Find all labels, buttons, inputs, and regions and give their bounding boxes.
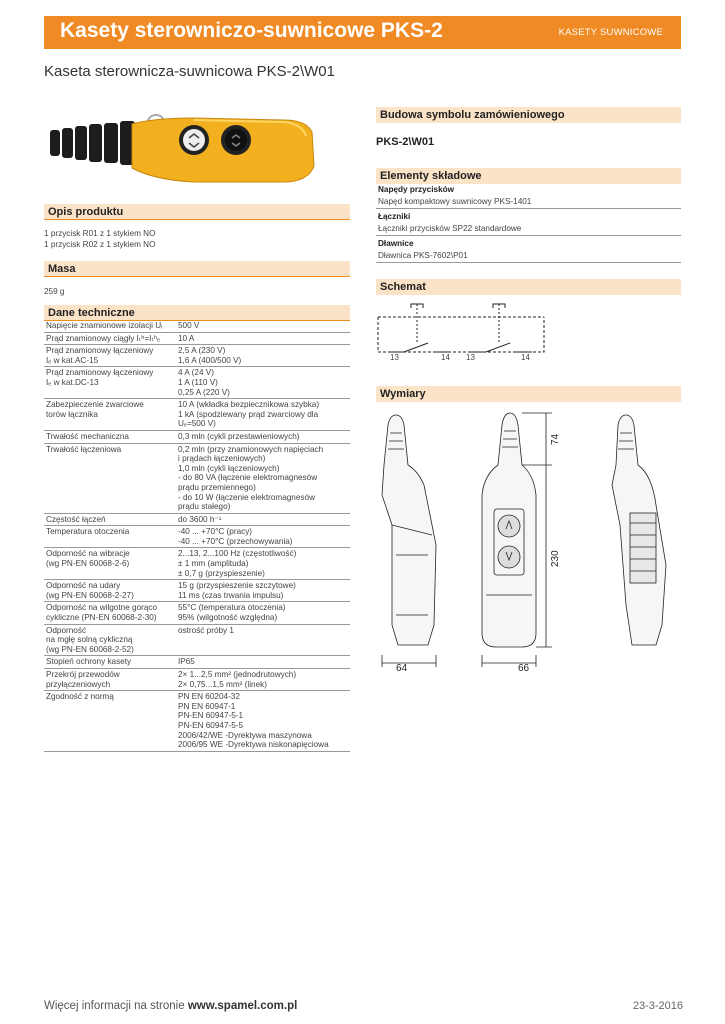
opis-line: 1 przycisk R01 z 1 stykiem NO [44, 229, 156, 238]
tech-row [44, 656, 350, 669]
tech-label: Przekrój przewodów przyłączeniowych [46, 670, 120, 689]
tech-label: Napięcie znamionowe izolacji Uᵢ [46, 321, 163, 330]
tech-value: do 3600 h⁻¹ [178, 514, 222, 524]
tech-value: 2,5 A (230 V) 1,6 A (400/500 V) [178, 346, 242, 365]
tech-value: 10 A (wkładka bezpiecznikowa szybka) 1 kA (spodziewany prąd zwarciowy dla Uₑ=500 V) [178, 400, 320, 429]
tech-label: Zgodność z normą [46, 692, 114, 702]
tech-value: IP65 [178, 657, 195, 667]
terminal-label: 13 [390, 353, 399, 362]
tech-row [44, 444, 350, 514]
dimension-drawing [376, 405, 681, 675]
tech-value: 500 V [178, 321, 200, 330]
masa-value: 259 g [44, 287, 65, 296]
tech-value: ostrość próby 1 [178, 625, 234, 635]
wiring-schematic [376, 300, 546, 370]
order-code: PKS-2\W01 [376, 136, 435, 148]
tech-row [44, 526, 350, 548]
tech-row [44, 431, 350, 444]
tech-row [44, 514, 350, 527]
footer-date: 23-3-2016 [632, 1000, 683, 1012]
section-masa-heading: Masa [44, 261, 350, 277]
category-label: KASETY SUWNICOWE [558, 27, 663, 38]
section-budowa-heading: Budowa symbolu zamówieniowego [376, 107, 681, 123]
tech-value: 10 A [178, 333, 195, 343]
group-value: Dławnica PKS-7602\P01 [376, 250, 681, 263]
terminal-label: 14 [521, 353, 530, 362]
tech-row [44, 548, 350, 580]
group-title: Dławnice [378, 239, 414, 248]
opis-line: 1 przycisk R02 z 1 stykiem NO [44, 240, 156, 249]
section-schemat-heading: Schemat [376, 279, 681, 295]
tech-label: Prąd znamionowy ciągły Iₜʰ=Iₜʰₑ [46, 333, 161, 343]
elementy-list [376, 184, 681, 263]
product-photo [44, 110, 344, 200]
tech-row [44, 367, 350, 399]
product-subtitle: Kaseta sterownicza-suwnicowa PKS-2\W01 [44, 63, 335, 80]
terminal-label: 13 [466, 353, 475, 362]
tech-label: Trwałość mechaniczna [46, 431, 129, 441]
tech-label: Odporność na udary (wg PN-EN 60068-2-27) [46, 581, 134, 600]
tech-label: Trwałość łączeniowa [46, 444, 122, 454]
tech-row [44, 580, 350, 602]
tech-value: PN EN 60204-32 PN EN 60947-1 PN-EN 60947-5-1 PN-EN 60947-5-5 2006/42/WE -Dyrektywa maszynowa 2006/95 WE -Dyrektywa niskonapięciowa [178, 692, 329, 750]
tech-row [44, 345, 350, 367]
tech-label: Częstość łączeń [46, 514, 106, 524]
footer-label: Więcej informacji na stronie [44, 1000, 188, 1012]
section-wymiary-heading: Wymiary [376, 386, 681, 402]
tech-row [44, 625, 350, 657]
section-opis-heading: Opis produktu [44, 204, 350, 220]
dimension-label: 64 [396, 663, 408, 674]
tech-label: Zabezpieczenie zwarciowe torów łącznika [46, 400, 144, 419]
tech-row [44, 691, 350, 752]
tech-row [44, 602, 350, 624]
section-dane-heading: Dane techniczne [44, 305, 350, 321]
tech-row [44, 669, 350, 691]
group-value: Napęd kompaktowy suwnicowy PKS-1401 [376, 196, 681, 209]
tech-value: 55°C (temperatura otoczenia) 95% (wilgotność względna) [178, 603, 286, 623]
terminal-label: 14 [441, 353, 450, 362]
dimension-label: 74 [550, 433, 561, 445]
group-title: Napędy przycisków [378, 185, 454, 194]
tech-label: Stopień ochrony kasety [46, 657, 132, 667]
tech-table [44, 320, 350, 752]
tech-label: Temperatura otoczenia [46, 527, 130, 537]
tech-value: -40 ... +70°C (pracy) -40 ... +70°C (przechowywania) [178, 527, 293, 546]
tech-row [44, 333, 350, 346]
group-title: Łączniki [378, 212, 411, 221]
section-elementy-heading: Elementy składowe [376, 168, 681, 184]
tech-row [44, 320, 350, 333]
tech-label: Odporność na mgłę solną cykliczną (wg PN-EN 60068-2-52) [46, 625, 134, 654]
dimension-label: 66 [518, 663, 530, 674]
tech-label: Prąd znamionowy łączeniowy Iₑ w kat.DC-13 [46, 368, 154, 387]
group-value: Łączniki przycisków SP22 standardowe [376, 223, 681, 236]
tech-value: 2× 1...2,5 mm² (jednodrutowych) 2× 0,75...1,5 mm² (linek) [178, 670, 297, 689]
tech-value: 15 g (przyspieszenie szczytowe) 11 ms (czas trwania impulsu) [178, 581, 296, 600]
footer-link[interactable]: www.spamel.com.pl [187, 1000, 298, 1012]
tech-value: 4 A (24 V) 1 A (110 V) 0,25 A (220 V) [178, 368, 230, 397]
page-title: Kasety sterowniczo-suwnicowe PKS-2 [60, 19, 443, 42]
tech-label: Prąd znamionowy łączeniowy Iₑ w kat.AC-15 [46, 346, 154, 365]
tech-label: Odporność na wibracje (wg PN-EN 60068-2-6) [46, 549, 130, 569]
tech-value: 0,3 mln (cykli przestawieniowych) [178, 431, 300, 441]
tech-label: Odporność na wilgotne gorąco cykliczne (PN-EN 60068-2-30) [46, 603, 158, 623]
dimension-label: 230 [550, 550, 561, 567]
tech-row [44, 399, 350, 431]
tech-value: 2...13, 2...100 Hz (częstotliwość) ± 1 mm (amplituda) ± 0,7 g (przyspieszenie) [178, 549, 297, 578]
tech-value: 0,2 mln (przy znamionowych napięciach i prądach łączeniowych) 1,0 mln (cykli łączeniowych) - do 80 VA (łączenie elektromagnesów prądu przemiennego) - do 10 W (łączenie elektromagnesów prądu stałego) [178, 444, 324, 512]
footer-text [44, 1000, 297, 1012]
